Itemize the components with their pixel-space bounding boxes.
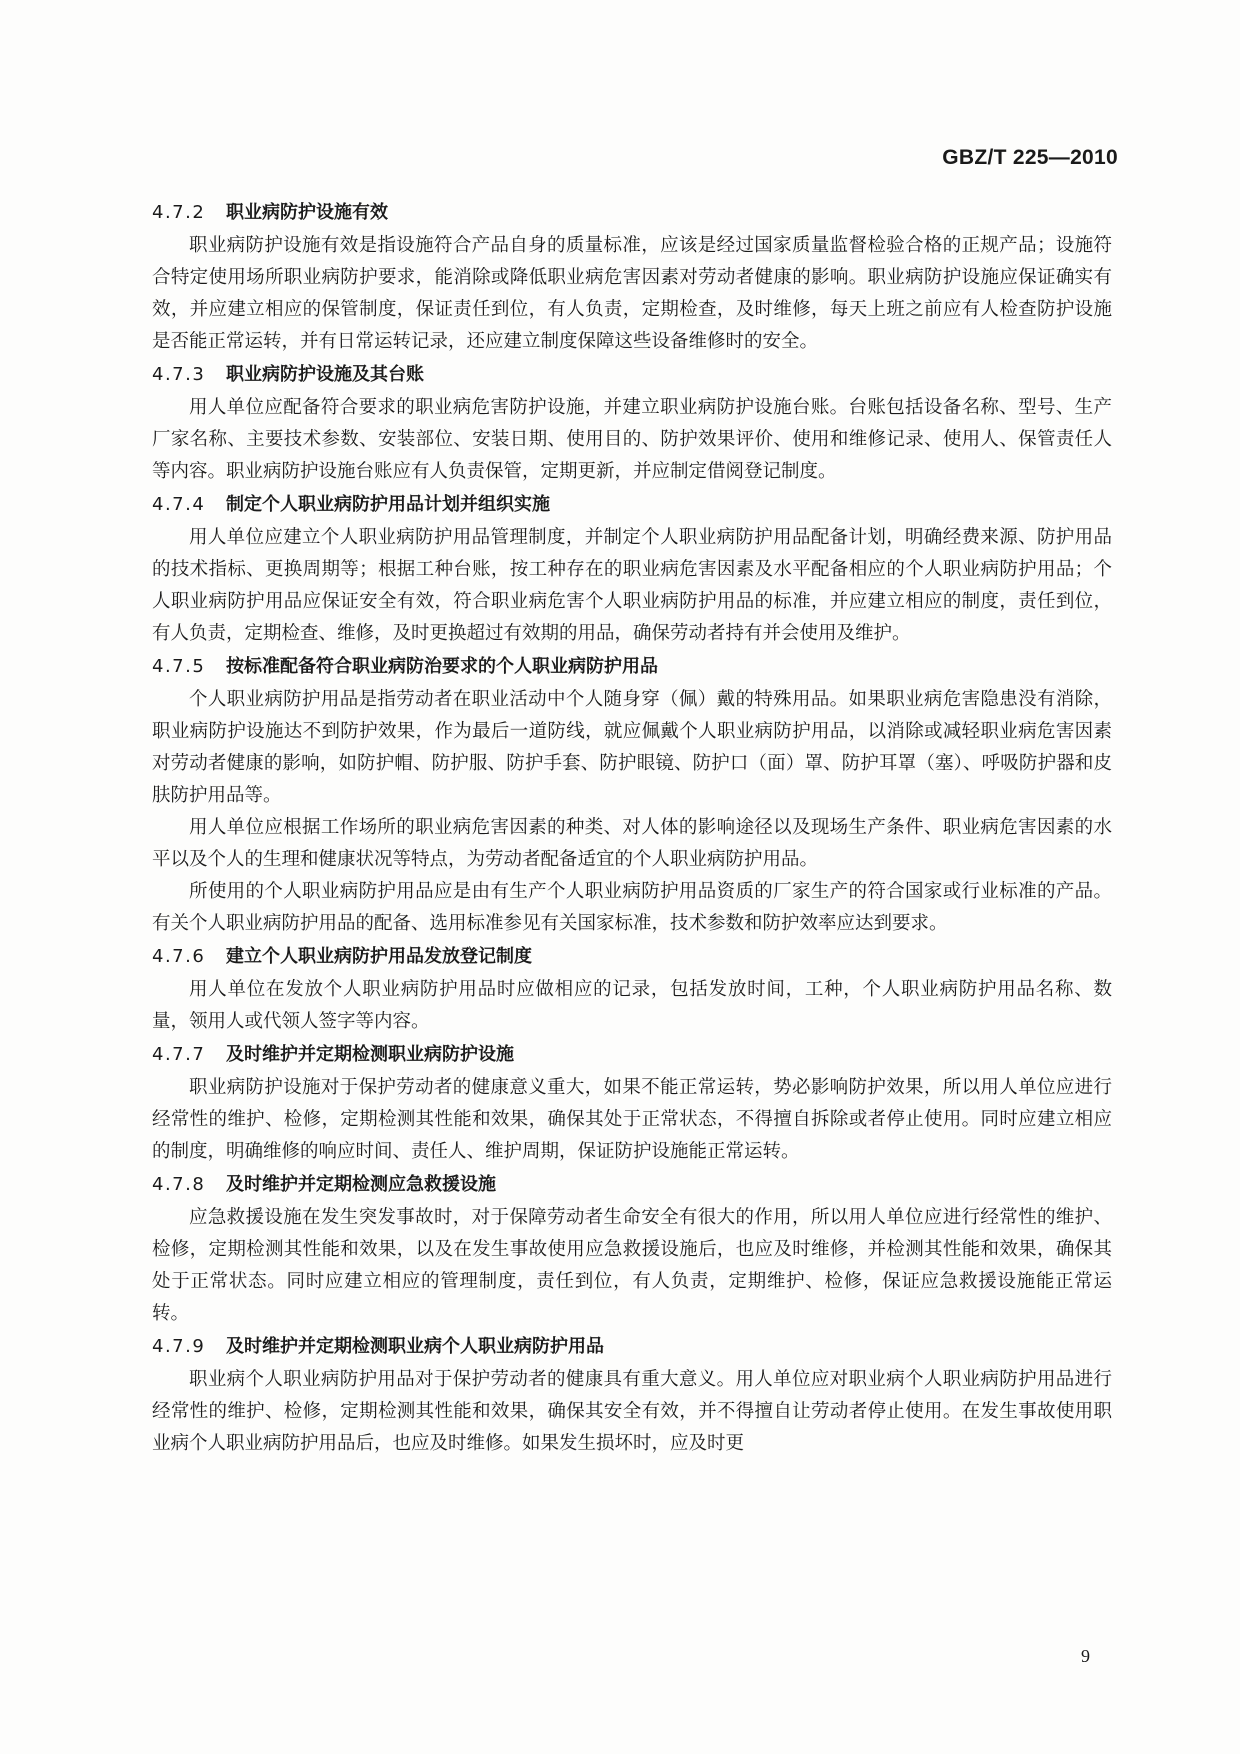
clause-number: 4.7.6 (152, 946, 206, 967)
standard-code: GBZ/T 225—2010 (942, 146, 1118, 169)
clause-4-7-5 (152, 650, 1112, 940)
clause-4-7-3 (152, 358, 1112, 488)
clause-4-7-8 (152, 1168, 1112, 1330)
clause-heading (152, 1330, 1112, 1364)
paragraph: 用人单位应配备符合要求的职业病危害防护设施，并建立职业病防护设施台账。台账包括设备名称、型号、生产厂家名称、主要技术参数、安装部位、安装日期、使用目的、防护效果评价、使用和维修记录、使用人、保管责任人等内容。职业病防护设施台账应有人负责保管，定期更新，并应制定借阅登记制度。 (152, 397, 1112, 482)
paragraph: 职业病个人职业病防护用品对于保护劳动者的健康具有重大意义。用人单位应对职业病个人职业病防护用品进行经常性的维护、检修，定期检测其性能和效果，确保其安全有效，并不得擅自让劳动者停止使用。在发生事故使用职业病个人职业病防护用品后，也应及时维修。如果发生损坏时，应及时更 (152, 1369, 1112, 1454)
clause-title: 建立个人职业病防护用品发放登记制度 (226, 946, 532, 967)
clause-heading (152, 650, 1112, 684)
page-number: 9 (1081, 1646, 1090, 1666)
paragraph: 用人单位应建立个人职业病防护用品管理制度，并制定个人职业病防护用品配备计划，明确经费来源、防护用品的技术指标、更换周期等；根据工种台账，按工种存在的职业病危害因素及水平配备相应的个人职业病防护用品；个人职业病防护用品应保证安全有效，符合职业病危害个人职业病防护用品的标准，并应建立相应的制度，责任到位，有人负责，定期检查、维修，及时更换超过有效期的用品，确保劳动者持有并会使用及维护。 (152, 527, 1112, 644)
clause-4-7-7 (152, 1038, 1112, 1168)
paragraph: 个人职业病防护用品是指劳动者在职业活动中个人随身穿（佩）戴的特殊用品。如果职业病危害隐患没有消除，职业病防护设施达不到防护效果，作为最后一道防线，就应佩戴个人职业病防护用品，以消除或减轻职业病危害因素对劳动者健康的影响，如防护帽、防护服、防护手套、防护眼镜、防护口（面）罩、防护耳罩（塞）、呼吸防护器和皮肤防护用品等。 (152, 689, 1112, 806)
clause-number: 4.7.4 (152, 494, 206, 515)
clause-4-7-6 (152, 940, 1112, 1038)
clause-4-7-4 (152, 488, 1112, 650)
clause-heading (152, 940, 1112, 974)
clause-number: 4.7.8 (152, 1174, 206, 1195)
clause-4-7-9 (152, 1330, 1112, 1460)
clause-heading (152, 196, 1112, 230)
clause-title: 职业病防护设施及其台账 (226, 364, 424, 385)
clause-number: 4.7.3 (152, 364, 206, 385)
document-body (152, 196, 1112, 1460)
clause-number: 4.7.9 (152, 1336, 206, 1357)
clause-heading (152, 488, 1112, 522)
paragraph: 应急救援设施在发生突发事故时，对于保障劳动者生命安全有很大的作用，所以用人单位应进行经常性的维护、检修，定期检测其性能和效果，以及在发生事故使用应急救援设施后，也应及时维修，并检测其性能和效果，确保其处于正常状态。同时应建立相应的管理制度，责任到位，有人负责，定期维护、检修，保证应急救援设施能正常运转。 (152, 1207, 1112, 1324)
clause-title: 制定个人职业病防护用品计划并组织实施 (226, 494, 550, 515)
clause-title: 按标准配备符合职业病防治要求的个人职业病防护用品 (226, 656, 658, 677)
paragraph: 职业病防护设施有效是指设施符合产品自身的质量标准，应该是经过国家质量监督检验合格的正规产品；设施符合特定使用场所职业病防护要求，能消除或降低职业病危害因素对劳动者健康的影响。职业病防护设施应保证确实有效，并应建立相应的保管制度，保证责任到位，有人负责，定期检查，及时维修，每天上班之前应有人检查防护设施是否能正常运转，并有日常运转记录，还应建立制度保障这些设备维修时的安全。 (152, 235, 1112, 352)
paragraph: 用人单位在发放个人职业病防护用品时应做相应的记录，包括发放时间，工种，个人职业病防护用品名称、数量，领用人或代领人签字等内容。 (152, 979, 1112, 1032)
clause-title: 及时维护并定期检测应急救援设施 (226, 1174, 496, 1195)
clause-title: 职业病防护设施有效 (226, 202, 388, 223)
paragraph: 所使用的个人职业病防护用品应是由有生产个人职业病防护用品资质的厂家生产的符合国家或行业标准的产品。有关个人职业病防护用品的配备、选用标准参见有关国家标准，技术参数和防护效率应达到要求。 (152, 881, 1112, 934)
paragraph: 用人单位应根据工作场所的职业病危害因素的种类、对人体的影响途径以及现场生产条件、职业病危害因素的水平以及个人的生理和健康状况等特点，为劳动者配备适宜的个人职业病防护用品。 (152, 817, 1112, 870)
clause-4-7-2 (152, 196, 1112, 358)
paragraph: 职业病防护设施对于保护劳动者的健康意义重大，如果不能正常运转，势必影响防护效果，所以用人单位应进行经常性的维护、检修，定期检测其性能和效果，确保其处于正常状态，不得擅自拆除或者停止使用。同时应建立相应的制度，明确维修的响应时间、责任人、维护周期，保证防护设施能正常运转。 (152, 1077, 1112, 1162)
clause-number: 4.7.5 (152, 656, 206, 677)
clause-heading (152, 1038, 1112, 1072)
clause-title: 及时维护并定期检测职业病个人职业病防护用品 (226, 1336, 604, 1357)
clause-title: 及时维护并定期检测职业病防护设施 (226, 1044, 514, 1065)
clause-number: 4.7.2 (152, 202, 206, 223)
clause-heading (152, 1168, 1112, 1202)
clause-number: 4.7.7 (152, 1044, 206, 1065)
clause-heading (152, 358, 1112, 392)
